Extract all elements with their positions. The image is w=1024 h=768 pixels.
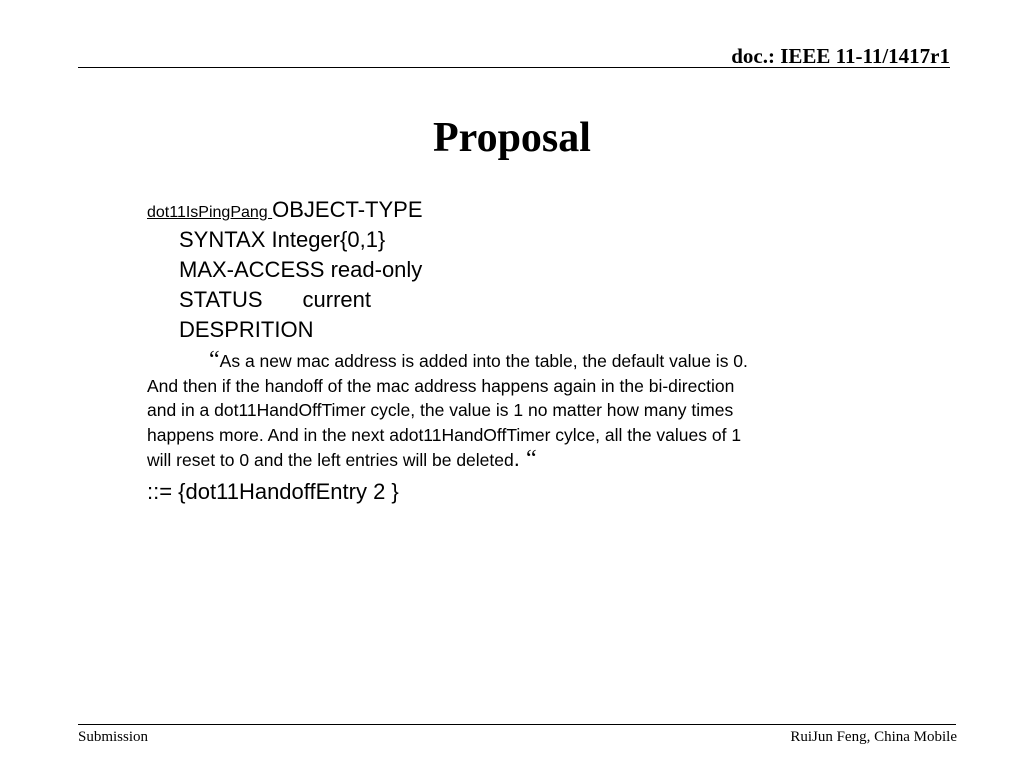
footer-divider bbox=[78, 724, 956, 725]
object-name: dot11IsPingPang bbox=[147, 204, 273, 221]
status-line bbox=[147, 285, 847, 315]
assignment-line: ::= {dot11HandoffEntry 2 } bbox=[147, 478, 399, 504]
document-id: doc.: IEEE 11-11/1417r1 bbox=[731, 44, 950, 68]
slide-title: Proposal bbox=[433, 115, 591, 161]
slide-body bbox=[147, 195, 847, 507]
syntax-line: SYNTAX Integer{0,1} bbox=[179, 227, 386, 252]
description-line: and in a dot11HandOffTimer cycle, the value is 1 no matter how many times bbox=[147, 400, 734, 420]
open-quote: “ bbox=[209, 347, 220, 373]
footer-author: RuiJun Feng, China Mobile bbox=[790, 729, 957, 745]
description-line: “As a new mac address is added into the table, the default value is 0. bbox=[209, 347, 748, 373]
close-quote: “ bbox=[525, 446, 537, 472]
max-access-line: MAX-ACCESS read-only bbox=[179, 257, 423, 282]
description-text bbox=[147, 348, 847, 473]
object-type-keyword: OBJECT-TYPE bbox=[272, 197, 423, 222]
header-divider bbox=[78, 67, 950, 68]
description-label: DESPRITION bbox=[179, 317, 314, 342]
description-line: And then if the handoff of the mac address happens again in the bi-direction bbox=[147, 375, 735, 396]
status-label: STATUS bbox=[179, 287, 263, 312]
object-definition-line bbox=[147, 195, 847, 225]
footer-submission: Submission bbox=[78, 729, 149, 745]
status-value: current bbox=[302, 287, 372, 312]
description-end: . bbox=[513, 446, 526, 471]
description-line: will reset to 0 and the left entries will be deleted. “ bbox=[147, 446, 537, 472]
description-line: happens more. And in the next adot11HandOffTimer cylce, all the values of 1 bbox=[147, 424, 742, 445]
